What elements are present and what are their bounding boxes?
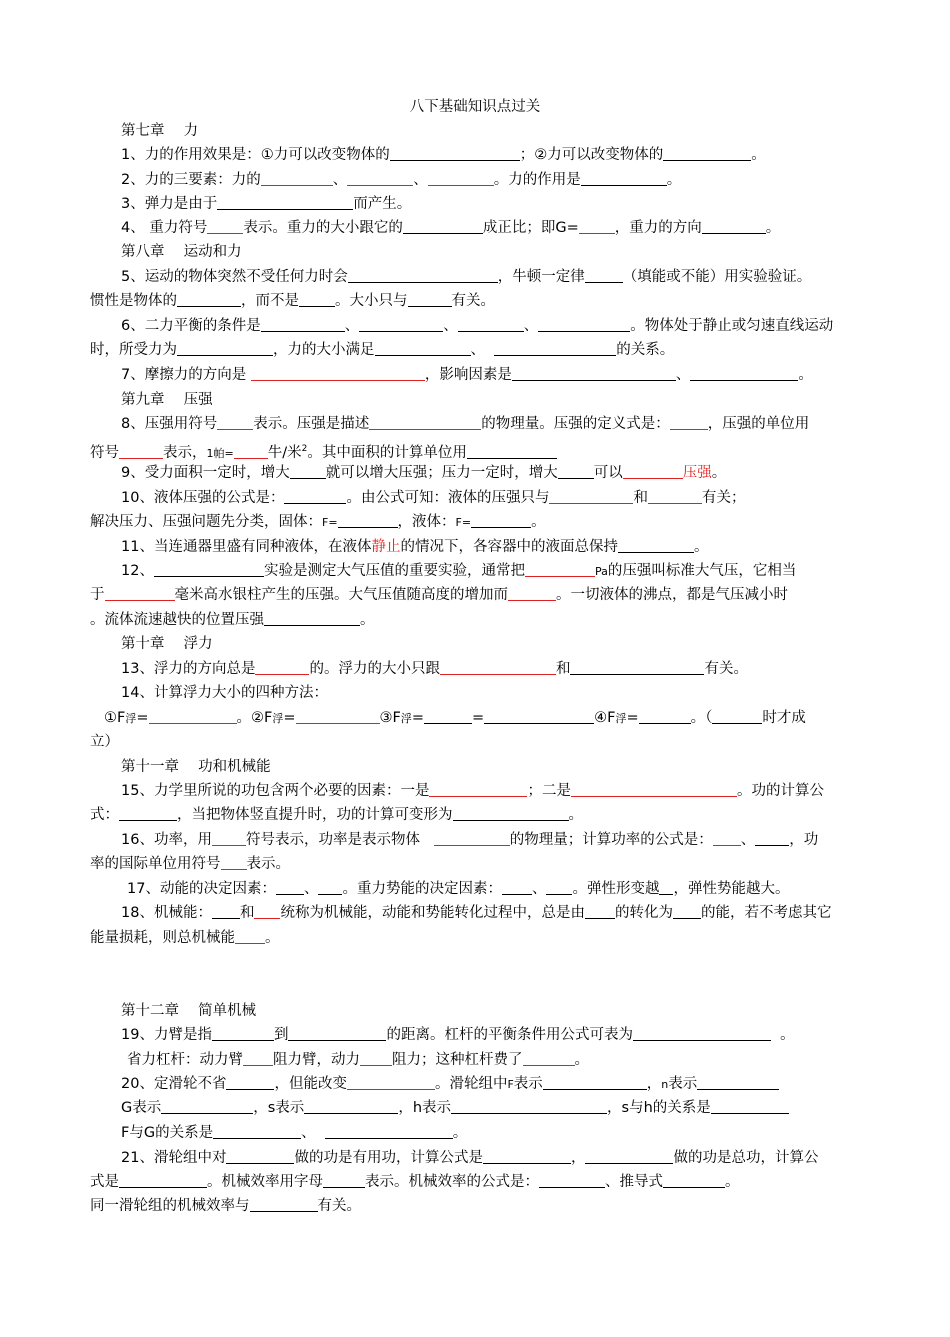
blank[interactable] <box>119 443 163 459</box>
blank[interactable] <box>673 903 701 919</box>
question-10-line-2: 解决压力、压强问题先分类，固体：F= ，液体：F= 。 <box>90 514 546 530</box>
blank[interactable] <box>453 805 569 821</box>
blank[interactable] <box>502 879 532 895</box>
chapter-9-heading: 第九章 压强 <box>121 392 213 408</box>
blank[interactable] <box>212 830 246 846</box>
blank[interactable] <box>360 1050 392 1066</box>
blank[interactable] <box>226 1148 294 1164</box>
blank[interactable] <box>243 1050 273 1066</box>
question-21-line-2: 式是 。机械效率用字母 表示。机械效率的公式是： 、推导式 。 <box>90 1174 740 1190</box>
question-20-line-3: F与G的关系是 、 。 <box>121 1125 468 1141</box>
blank[interactable] <box>543 1074 647 1090</box>
question-6-line-1: 6、二力平衡的条件是 、 、 、 。物体处于静止或匀速直线运动 <box>121 318 834 334</box>
question-11: 11、当连通器里盛有同种液体，在液体静止的情况下，各容器中的液面总保持 。 <box>121 539 709 555</box>
blank[interactable] <box>105 585 175 601</box>
question-5-line-1: 5、运动的物体突然不受任何力时会 ，牛顿一定律 （填能或不能）用实验验证。 <box>121 269 812 285</box>
question-12-line-1: 12、 实验是测定大气压值的重要实验，通常把 Pa的压强叫标准大气压，它相当 <box>121 563 797 579</box>
blank[interactable] <box>670 414 708 430</box>
blank[interactable] <box>549 488 633 504</box>
question-1: 1、力的作用效果是：①力可以改变物体的 ；②力可以改变物体的 。 <box>121 147 766 163</box>
question-16-line-2: 率的国际单位用符号 表示。 <box>90 856 290 872</box>
blank[interactable] <box>702 218 766 234</box>
question-19-line-2: 省力杠杆：动力臂 阻力臂，动力 阻力；这种杠杆费了 。 <box>127 1052 589 1068</box>
blank[interactable] <box>261 316 345 332</box>
question-7: 7、摩擦力的方向是 ，影响因素是 、 。 <box>121 367 813 383</box>
blank[interactable] <box>251 365 425 381</box>
blank[interactable] <box>299 291 335 307</box>
blank[interactable] <box>663 145 751 161</box>
question-9: 9、受力面积一定时，增大 就可以增大压强；压力一定时，增大 可以 压强。 <box>121 465 727 481</box>
blank[interactable] <box>508 585 556 601</box>
blank[interactable] <box>585 267 623 283</box>
blank[interactable] <box>690 365 798 381</box>
blank[interactable] <box>276 879 304 895</box>
blank[interactable] <box>264 610 360 626</box>
blank[interactable] <box>434 830 510 846</box>
blank[interactable] <box>338 512 398 528</box>
question-21-line-3: 同一滑轮组的机械效率与 有关。 <box>90 1198 361 1214</box>
blank[interactable] <box>579 218 615 234</box>
blank[interactable] <box>471 512 531 528</box>
blank[interactable] <box>375 340 471 356</box>
blank[interactable] <box>570 659 704 675</box>
blank[interactable] <box>161 1098 253 1114</box>
blank[interactable] <box>558 463 594 479</box>
blank[interactable] <box>512 365 676 381</box>
blank[interactable] <box>581 170 667 186</box>
blank[interactable] <box>403 218 483 234</box>
question-15-line-2: 式： ，当把物体竖直提升时，功的计算可变形为 。 <box>90 807 583 823</box>
question-3: 3、弹力是由于 而产生。 <box>121 196 412 212</box>
page-title: 八下基础知识点过关 <box>409 99 541 115</box>
blank[interactable] <box>618 537 694 553</box>
question-10-line-1: 10、液体压强的公式是： 。由公式可知：液体的压强只与 和 有关； <box>121 490 746 506</box>
question-4: 4、 重力符号 表示。重力的大小跟它的 成正比；即G= ，重力的方向 。 <box>121 220 781 236</box>
blank[interactable] <box>440 659 556 675</box>
blank[interactable] <box>288 1025 386 1041</box>
blank[interactable] <box>697 1074 779 1090</box>
blank[interactable] <box>546 879 572 895</box>
question-15-line-1: 15、力学里所说的功包含两个必要的因素：一是 ；二是 。功的计算公 <box>121 783 824 799</box>
blank[interactable] <box>221 854 247 870</box>
question-17: 17、动能的决定因素： 、 。重力势能的决定因素： 、 。弹性形变越 ，弹性势能越大。 <box>127 881 790 897</box>
question-19-line-1: 19、力臂是指 到 的距离。杠杆的平衡条件用公式可表为 。 <box>121 1027 795 1043</box>
question-18-line-1: 18、机械能： 和 统称为机械能，动能和势能转化过程中，总是由 的转化为 的能，若不考虑其它 <box>121 905 832 921</box>
blank[interactable] <box>539 1172 605 1188</box>
blank[interactable] <box>254 903 280 919</box>
blank[interactable] <box>585 903 615 919</box>
blank[interactable] <box>325 1123 453 1139</box>
blank[interactable] <box>571 781 737 797</box>
question-20-line-2: G表示 ，s表示 ，h表示 ，s与h的关系是 <box>121 1096 896 1120</box>
question-12-line-2: 于 毫米高水银柱产生的压强。大气压值随高度的增加而 。一切液体的沸点，都是气压减小时 <box>90 587 788 603</box>
question-12-line-3: 。流体流速越快的位置压强 。 <box>90 612 375 628</box>
blank[interactable] <box>207 218 243 234</box>
blank[interactable] <box>234 443 268 459</box>
question-6-line-2: 时，所受力为 ，力的大小满足 、 的关系。 <box>90 342 675 358</box>
blank[interactable] <box>623 463 683 479</box>
blank[interactable] <box>712 708 762 724</box>
blank[interactable] <box>290 463 326 479</box>
chapter-8-heading: 第八章 运动和力 <box>121 244 242 260</box>
blank[interactable] <box>429 781 527 797</box>
blank[interactable] <box>390 145 520 161</box>
blank[interactable] <box>235 928 265 944</box>
blank[interactable] <box>639 708 691 724</box>
blank[interactable] <box>226 1074 274 1090</box>
question-5-line-2: 惯性是物体的 ，而不是 。大小只与 有关。 <box>90 293 495 309</box>
blank[interactable] <box>458 316 524 332</box>
blank[interactable] <box>494 340 616 356</box>
blank[interactable] <box>119 1172 207 1188</box>
blank[interactable] <box>119 805 177 821</box>
blank[interactable] <box>659 879 673 895</box>
blank[interactable] <box>359 316 443 332</box>
blank[interactable] <box>212 903 240 919</box>
blank[interactable] <box>525 561 595 577</box>
question-14-line-2: ①F浮= 。②F浮= ③F浮= = ④F浮= 。（ 时才成 <box>104 710 806 726</box>
blank[interactable] <box>217 414 253 430</box>
blank[interactable] <box>408 291 452 307</box>
blank[interactable] <box>255 659 309 675</box>
chapter-7-heading: 第七章 力 <box>121 123 199 139</box>
blank[interactable] <box>467 443 557 459</box>
question-8-line-1: 8、压强用符号 表示。压强是描述 的物理量。压强的定义式是： ，压强的单位用 <box>121 416 810 432</box>
question-14-line-3: 立） <box>90 734 119 750</box>
blank[interactable] <box>213 1123 301 1139</box>
question-20-line-1: 20、定滑轮不省 ，但能改变 。滑轮组中F表示 ，n表示 <box>121 1072 896 1097</box>
blank[interactable] <box>217 194 353 210</box>
blank[interactable] <box>713 830 741 846</box>
blank[interactable] <box>347 170 413 186</box>
blank[interactable] <box>428 170 494 186</box>
blank[interactable] <box>633 1025 771 1041</box>
chapter-11-heading: 第十一章 功和机械能 <box>121 759 271 775</box>
blank[interactable] <box>177 291 241 307</box>
question-16-line-1: 16、功率，用 符号表示，功率是表示物体 的物理量；计算功率的公式是： 、 ，功 <box>121 832 819 848</box>
question-18-line-2: 能量损耗，则总机械能 。 <box>90 930 280 946</box>
blank[interactable] <box>483 1148 571 1164</box>
blank[interactable] <box>585 1148 673 1164</box>
question-21-line-1: 21、滑轮组中对 做的功是有用功，计算公式是 ， 做的功是总功，计算公 <box>121 1150 819 1166</box>
blank[interactable] <box>149 708 237 724</box>
blank[interactable] <box>523 1050 575 1066</box>
blank[interactable] <box>323 1172 365 1188</box>
blank[interactable] <box>304 1098 398 1114</box>
blank[interactable] <box>348 267 498 283</box>
question-13: 13、浮力的方向总是 的。浮力的大小只跟 和 有关。 <box>121 661 748 677</box>
blank[interactable] <box>250 1196 318 1212</box>
blank[interactable] <box>451 1098 607 1114</box>
blank[interactable] <box>711 1098 789 1114</box>
blank[interactable] <box>369 414 481 430</box>
blank[interactable] <box>296 708 380 724</box>
blank[interactable] <box>755 830 789 846</box>
question-8-line-2: 符号 表示，1帕= 牛/米$^2$。其中面积的计算单位用 <box>90 437 865 466</box>
blank[interactable] <box>484 708 594 724</box>
question-2: 2、力的三要素：力的 、 、 。力的作用是 。 <box>121 172 682 188</box>
blank[interactable] <box>648 488 702 504</box>
blank[interactable] <box>261 170 333 186</box>
blank[interactable] <box>424 708 472 724</box>
chapter-10-heading: 第十章 浮力 <box>121 636 213 652</box>
blank[interactable] <box>177 340 273 356</box>
blank[interactable] <box>663 1172 725 1188</box>
blank[interactable] <box>212 1025 274 1041</box>
blank[interactable] <box>284 488 346 504</box>
blank[interactable] <box>154 561 264 577</box>
chapter-12-heading: 第十二章 简单机械 <box>121 1003 257 1019</box>
blank[interactable] <box>347 1074 435 1090</box>
blank[interactable] <box>318 879 342 895</box>
blank[interactable] <box>538 316 630 332</box>
question-14-line-1: 14、计算浮力大小的四种方法： <box>121 685 328 701</box>
